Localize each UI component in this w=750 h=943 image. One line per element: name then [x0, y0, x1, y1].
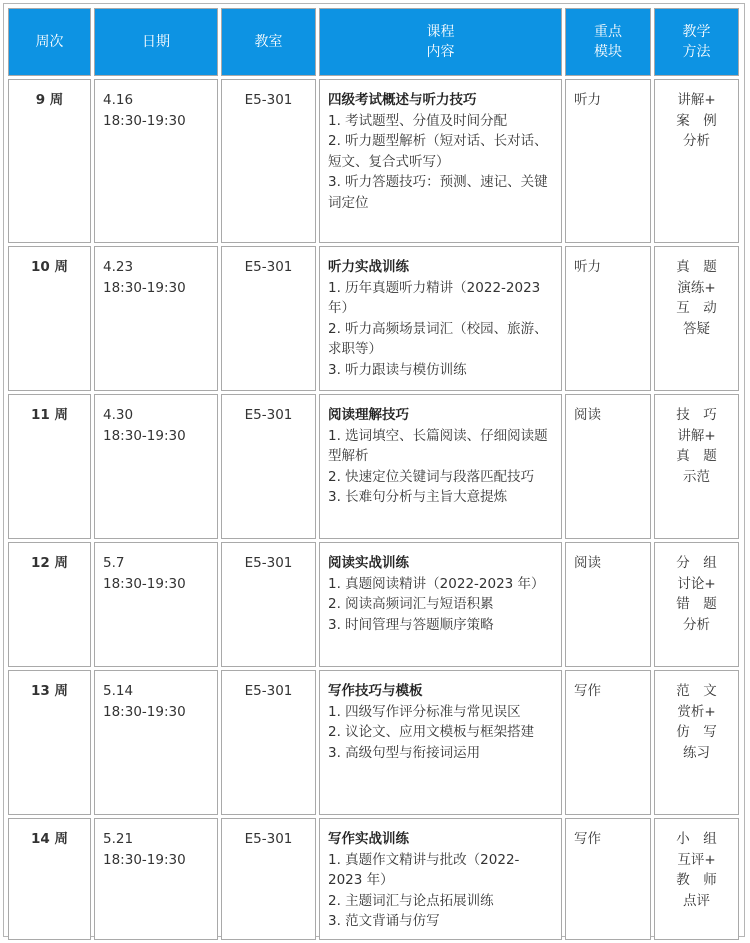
content-cell — [319, 246, 562, 391]
header-room: 教室 — [221, 8, 316, 76]
week-cell: 11 周 — [8, 394, 91, 539]
method-cell: 范 文 赏析+ 仿 写 练习 — [654, 670, 739, 815]
time-value: 18:30-19:30 — [103, 575, 186, 592]
date-cell — [94, 246, 218, 391]
lesson-item: 2. 阅读高频词汇与短语积累 — [328, 596, 494, 612]
lesson-item: 2. 听力题型解析（短对话、长对话、短文、复合式听写） — [328, 133, 548, 170]
method-cell: 真 题 演练+ 互 动 答疑 — [654, 246, 739, 391]
header-content: 课程 内容 — [319, 8, 562, 76]
week-cell: 12 周 — [8, 542, 91, 667]
room-cell: E5-301 — [221, 670, 316, 815]
lesson-title: 四级考试概述与听力技巧 — [328, 92, 477, 108]
focus-cell: 写作 — [565, 670, 651, 815]
lesson-title: 写作技巧与模板 — [328, 683, 423, 699]
header-focus: 重点 模块 — [565, 8, 651, 76]
date-cell — [94, 79, 218, 243]
room-cell: E5-301 — [221, 79, 316, 243]
time-value: 18:30-19:30 — [103, 703, 186, 720]
focus-cell: 阅读 — [565, 394, 651, 539]
lesson-item: 3. 听力答题技巧：预测、速记、关键词定位 — [328, 174, 548, 211]
date-value: 4.16 — [103, 92, 134, 108]
content-cell — [319, 542, 562, 667]
lesson-item: 2. 议论文、应用文模板与框架搭建 — [328, 724, 535, 740]
room-cell: E5-301 — [221, 818, 316, 940]
content-cell — [319, 394, 562, 539]
time-value: 18:30-19:30 — [103, 279, 186, 296]
date-value: 4.23 — [103, 259, 134, 275]
focus-cell: 阅读 — [565, 542, 651, 667]
lesson-item: 2. 听力高频场景词汇（校园、旅游、求职等） — [328, 320, 548, 357]
lesson-title: 写作实战训练 — [328, 831, 409, 847]
course-schedule-table — [5, 5, 742, 943]
content-cell — [319, 670, 562, 815]
time-value: 18:30-19:30 — [103, 427, 186, 444]
focus-cell: 听力 — [565, 79, 651, 243]
lesson-item: 3. 时间管理与答题顺序策略 — [328, 616, 494, 633]
date-cell — [94, 394, 218, 539]
week-cell: 13 周 — [8, 670, 91, 815]
date-value: 5.21 — [103, 831, 134, 847]
content-cell — [319, 79, 562, 243]
table-row — [8, 79, 739, 243]
room-cell: E5-301 — [221, 542, 316, 667]
lesson-title: 阅读实战训练 — [328, 555, 409, 571]
week-cell: 14 周 — [8, 818, 91, 940]
time-value: 18:30-19:30 — [103, 851, 186, 868]
lesson-item: 2. 快速定位关键词与段落匹配技巧 — [328, 468, 535, 485]
week-cell: 9 周 — [8, 79, 91, 243]
method-cell: 分 组 讨论+ 错 题 分析 — [654, 542, 739, 667]
date-value: 5.7 — [103, 555, 125, 571]
date-cell — [94, 818, 218, 940]
lesson-item: 1. 四级写作评分标准与常见误区 — [328, 703, 521, 720]
method-cell: 讲解+ 案 例 分析 — [654, 79, 739, 243]
table-row — [8, 246, 739, 391]
room-cell: E5-301 — [221, 394, 316, 539]
method-cell: 小 组 互评+ 教 师 点评 — [654, 818, 739, 940]
header-date: 日期 — [94, 8, 218, 76]
table-row — [8, 818, 739, 940]
lesson-item: 3. 长难句分析与主旨大意提炼 — [328, 489, 508, 505]
lesson-item: 1. 选词填空、长篇阅读、仔细阅读题型解析 — [328, 427, 548, 464]
lesson-item: 2. 主题词汇与论点拓展训练 — [328, 892, 494, 909]
lesson-item: 1. 真题阅读精讲（2022-2023 年） — [328, 575, 545, 592]
content-cell — [319, 818, 562, 940]
table-row — [8, 670, 739, 815]
focus-cell: 写作 — [565, 818, 651, 940]
date-cell — [94, 670, 218, 815]
method-cell: 技 巧 讲解+ 真 题 示范 — [654, 394, 739, 539]
lesson-item: 1. 历年真题听力精讲（2022-2023 年） — [328, 279, 541, 316]
table-row — [8, 542, 739, 667]
header-week: 周次 — [8, 8, 91, 76]
time-value: 18:30-19:30 — [103, 112, 186, 129]
date-value: 5.14 — [103, 683, 134, 699]
lesson-item: 3. 听力跟读与模仿训练 — [328, 361, 467, 378]
lesson-title: 听力实战训练 — [328, 259, 409, 275]
header-method: 教学 方法 — [654, 8, 739, 76]
week-cell: 10 周 — [8, 246, 91, 391]
header-row — [8, 8, 739, 76]
focus-cell: 听力 — [565, 246, 651, 391]
lesson-item: 3. 范文背诵与仿写 — [328, 913, 440, 929]
date-value: 4.30 — [103, 407, 134, 423]
room-cell: E5-301 — [221, 246, 316, 391]
lesson-item: 1. 考试题型、分值及时间分配 — [328, 112, 508, 129]
lesson-title: 阅读理解技巧 — [328, 407, 409, 423]
lesson-item: 3. 高级句型与衔接词运用 — [328, 744, 481, 761]
date-cell — [94, 542, 218, 667]
table-row — [8, 394, 739, 539]
lesson-item: 1. 真题作文精讲与批改（2022-2023 年） — [328, 851, 520, 888]
